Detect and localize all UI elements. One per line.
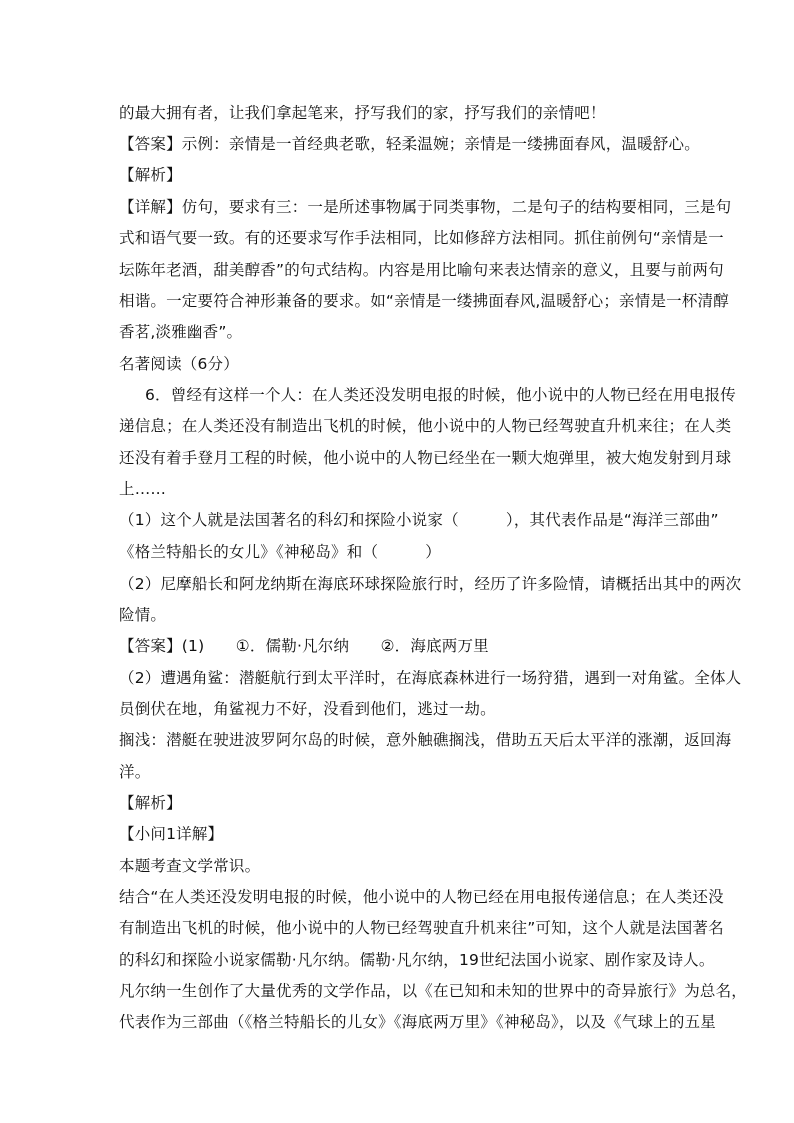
section-heading: 名著阅读（6分） [119,355,239,373]
text-line: （2）遭遇角鲨：潜艇航行到太平洋时，在海底森林进行一场狩猎，遇到一对角鲨。全体人 [119,669,742,687]
text-line: （1）这个人就是法国著名的科幻和探险小说家（ ），其代表作品是“海洋三部曲” [119,511,719,529]
text-line: 的最大拥有者，让我们拿起笔来，抒写我们的家，抒写我们的亲情吧！ [119,104,606,122]
text-line: 本题考查文学常识。 [119,857,261,875]
text-line: 递信息；在人类还没有制造出飞机的时候，他小说中的人物已经驾驶直升机来往；在人类 [119,417,732,435]
text-line: 相谐。一定要符合神形兼备的要求。如“亲情是一缕拂面春风,温暖舒心；亲情是一杯清醇 [119,292,729,310]
sub-heading: 【小问1详解】 [119,825,224,843]
text-line: 式和语气要一致。有的还要求写作手法相同，比如修辞方法相同。抓住前例句“亲情是一 [119,229,724,247]
analysis-heading: 【解析】 [119,794,182,812]
analysis-heading: 【解析】 [119,166,182,184]
text-line: 香茗,淡雅幽香”。 [119,323,243,341]
text-line: 洋。 [119,763,151,781]
answer-line: 【答案】示例：亲情是一首经典老歌，轻柔温婉；亲情是一缕拂面春风，温暖舒心。 [119,135,700,153]
text-line: 还没有着手登月工程的时候，他小说中的人物已经坐在一颗大炮弹里，被大炮发射到月球 [119,449,732,467]
text-line: 【详解】仿句，要求有三：一是所述事物属于同类事物，二是句子的结构要相同，三是句 [119,198,732,216]
text-line: （2）尼摩船长和阿龙纳斯在海底环球探险旅行时，经历了许多险情，请概括出其中的两次 [119,575,742,593]
text-line: 员倒伏在地，角鲨视力不好，没看到他们，逃过一劫。 [119,700,496,718]
text-line: 搁浅：潜艇在驶进波罗阿尔岛的时候，意外触礁搁浅，借助五天后太平洋的涨潮，返回海 [119,731,732,749]
text-line: 结合“在人类还没发明电报的时候，他小说中的人物已经在用电报传递信息；在人类还没 [119,888,724,906]
text-line: 凡尔纳一生创作了大量优秀的文学作品，以《在已知和未知的世界中的奇异旅行》为总名， [119,982,748,1000]
text-line: 有制造出飞机的时候，他小说中的人物已经驾驶直升机来往”可知，这个人就是法国著名 [119,919,724,937]
text-line: 险情。 [119,606,167,624]
text-line: 坛陈年老酒，甜美醇香”的句式结构。内容是用比喻句来表达情亲的意义，且要与前两句 [119,261,724,279]
text-line: 上…… [119,480,167,498]
question-line: 6．曾经有这样一个人：在人类还没发明电报的时候，他小说中的人物已经在用电报传 [145,386,736,404]
answer-line: 【答案】(1) ①．儒勒·凡尔纳 ②．海底两万里 [119,637,489,655]
text-line: 代表作为三部曲（《格兰特船长的儿女》《海底两万里》《神秘岛》，以及《气球上的五星 [119,1013,717,1031]
text-line: 的科幻和探险小说家儒勒·凡尔纳。儒勒·凡尔纳，19世纪法国小说家、剧作家及诗人。 [119,951,715,969]
text-line: 《格兰特船长的女儿》《神秘岛》和（ ） [119,543,441,561]
